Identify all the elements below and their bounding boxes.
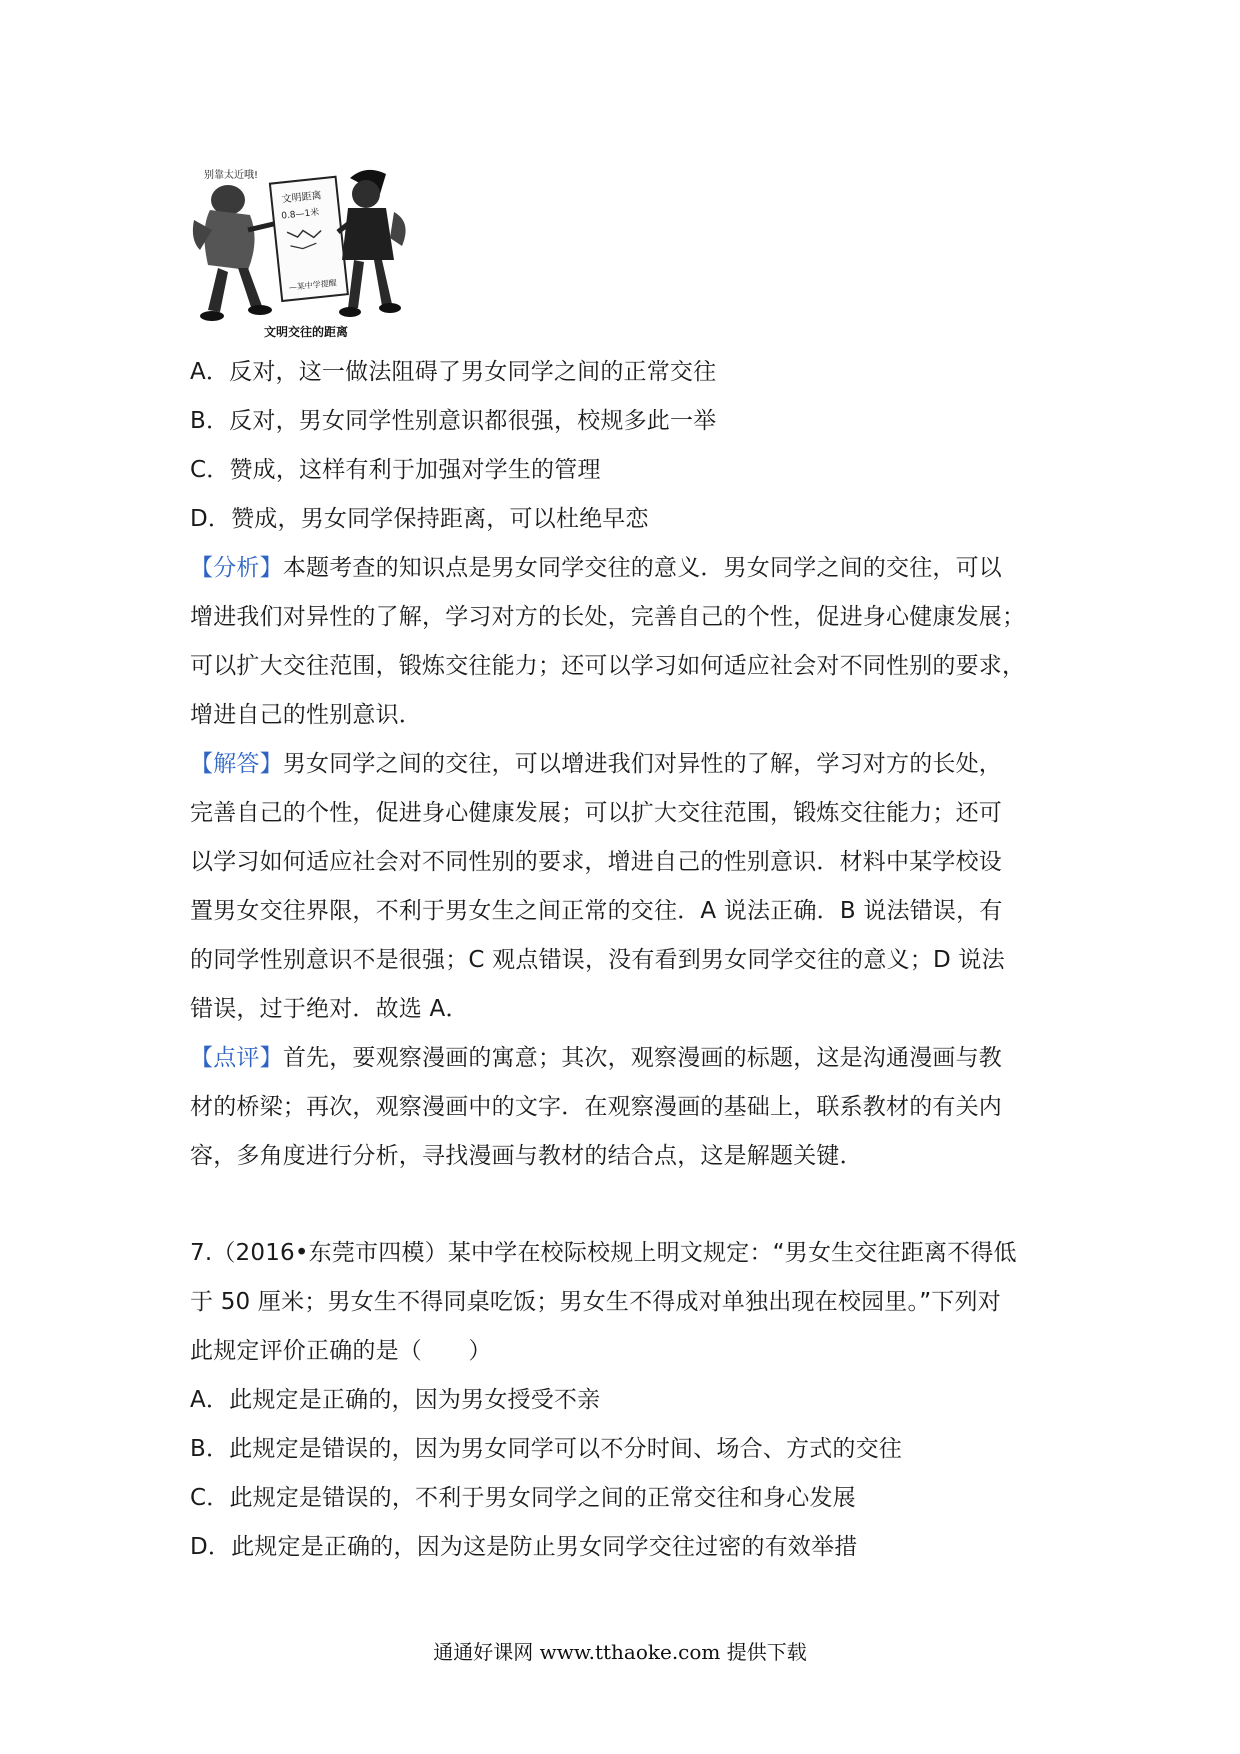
cartoon-speech: 别靠太近哦! (204, 170, 259, 181)
comment-text-1: 首先，要观察漫画的寓意；其次，观察漫画的标题，这是沟通漫画与教 (282, 1045, 1003, 1071)
answer-line-2: 完善自己的个性，促进身心健康发展；可以扩大交往范围，锻炼交往能力；还可 (190, 800, 1002, 826)
q6-option-d: D．赞成，男女同学保持距离，可以杜绝早恋 (190, 506, 649, 532)
cartoon-illustration (190, 160, 422, 343)
cartoon-drawing (190, 160, 422, 343)
q7-stem-line-2: 于 50 厘米；男女生不得同桌吃饭；男女生不得成对单独出现在校园里。”下列对 (190, 1289, 1001, 1315)
q7-stem-line-1: 7.（2016•东莞市四模）某中学在校际校规上明文规定：“男女生交往距离不得低 (190, 1240, 1017, 1266)
q7-stem-line-3: 此规定评价正确的是（ ） (190, 1338, 492, 1364)
answer-line-6: 错误，过于绝对．故选 A． (190, 996, 469, 1022)
comment-line-3: 容，多角度进行分析，寻找漫画与教材的结合点，这是解题关键． (190, 1143, 863, 1169)
girl-head (352, 180, 380, 208)
answer-line-3: 以学习如何适应社会对不同性别的要求，增进自己的性别意识．材料中某学校设 (190, 849, 1002, 875)
analysis-line-4: 增进自己的性别意识． (190, 702, 422, 728)
q7-option-b: B．此规定是错误的，因为男女同学可以不分时间、场合、方式的交往 (190, 1436, 902, 1462)
comment-tag: 【点评】 (190, 1045, 283, 1071)
boy-body (204, 210, 254, 270)
q6-option-b: B．反对，男女同学性别意识都很强，校规多此一举 (190, 408, 717, 434)
answer-line-1 (190, 749, 1002, 779)
analysis-line-3: 可以扩大交往范围，锻炼交往能力；还可以学习如何适应社会对不同性别的要求， (190, 653, 1026, 679)
q7-option-c: C．此规定是错误的，不利于男女同学之间的正常交往和身心发展 (190, 1485, 856, 1511)
sign-title: 文明距离 (281, 190, 323, 206)
girl-shoe-left (339, 307, 361, 317)
comment-line-1 (190, 1043, 1002, 1073)
sign-value: 0.8—1米 (280, 207, 320, 222)
answer-line-5: 的同学性别意识不是很强；C 观点错误，没有看到男女同学交往的意义；D 说法 (190, 947, 1005, 973)
q7-option-a: A．此规定是正确的，因为男女授受不亲 (190, 1387, 601, 1413)
boy-head (211, 185, 245, 215)
boy-shoe-right (248, 305, 272, 315)
analysis-line-1 (190, 553, 1002, 583)
girl-body (342, 208, 394, 260)
analysis-line-2: 增进我们对异性的了解，学习对方的长处，完善自己的个性，促进身心健康发展； (190, 604, 1026, 630)
answer-tag: 【解答】 (190, 751, 283, 777)
q6-option-c: C．赞成，这样有利于加强对学生的管理 (190, 457, 601, 483)
q7-option-d: D．此规定是正确的，因为这是防止男女同学交往过密的有效举措 (190, 1534, 858, 1560)
footer-source: 通通好课网 www.tthaoke.com 提供下载 (433, 1640, 807, 1664)
answer-text-1: 男女同学之间的交往，可以增进我们对异性的了解，学习对方的长处， (282, 751, 1003, 777)
answer-line-4: 置男女交往界限，不利于男女生之间正常的交往．A 说法正确．B 说法错误，有 (190, 898, 1003, 924)
analysis-text-1: 本题考查的知识点是男女同学交往的意义．男女同学之间的交往，可以 (282, 555, 1003, 581)
distance-sign (270, 177, 348, 301)
girl-shoe-right (379, 303, 401, 313)
q6-option-a: A．反对，这一做法阻碍了男女同学之间的正常交往 (190, 359, 717, 385)
comment-line-2: 材的桥梁；再次，观察漫画中的文字．在观察漫画的基础上，联系教材的有关内 (190, 1094, 1002, 1120)
boy-shoe-left (200, 311, 224, 321)
cartoon-caption: 文明交往的距离 (263, 325, 349, 339)
analysis-tag: 【分析】 (190, 555, 283, 581)
sign-footer: —某中学提醒 (288, 278, 338, 293)
